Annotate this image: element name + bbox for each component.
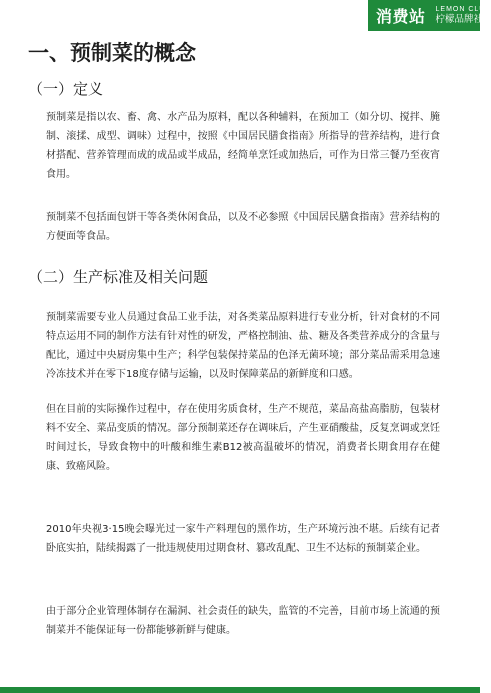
page-title: 一、预制菜的概念 [28, 41, 196, 65]
brand-banner [368, 0, 491, 31]
brand-labels [436, 6, 491, 25]
section-heading-standards: （二）生产标准及相关问题 [28, 268, 209, 286]
brand-english-name: LEMON CLUB [435, 6, 491, 14]
brand-logo-text: 消费站 [376, 7, 426, 26]
paragraph-definition-2: 预制菜不包括面包饼干等各类休闲食品，以及不必参照《中国居民膳食指南》营养结构的方便面等食品。 [46, 212, 440, 242]
paragraph-standards-1: 预制菜需要专业人员通过食品工业手法，对各类菜品原料进行专业分析，针对食材的不同特点运用不同的制作方法有针对性的研发，严格控制油、盐、糖及各类营养成分的含量与配比，通过中央厨房集中生产；科学包装保持菜品的色泽无菌环境；部分菜品需采用急速冷冻技术并在零下18度存储与运输，以及时保障菜品的新鲜度和口感。 [46, 312, 440, 380]
footer-accent-bar [0, 687, 480, 693]
section-heading-definition: （一）定义 [28, 80, 104, 98]
paragraph-standards-4: 由于部分企业管理体制存在漏洞、社会责任的缺失，监管的不完善，目前市场上流通的预制菜并不能保证每一份都能够新鲜与健康。 [46, 606, 440, 636]
paragraph-definition-1: 预制菜是指以农、畜、禽、水产品为原料，配以各种辅料，在预加工（如分切、搅拌、腌制、滚揉、成型、调味）过程中，按照《中国居民膳食指南》所指导的营养结构，进行食材搭配、营养管理而成的成品或半成品，经简单烹饪或加热后，可作为日常三餐乃至夜宵食用。 [46, 112, 440, 180]
paragraph-standards-3: 2010年央视3·15晚会曝光过一家牛产料理包的黑作坊，生产环境污浊不堪。后续有记者卧底实拍，陆续揭露了一批违规使用过期食材、篡改乱配、卫生不达标的预制菜企业。 [46, 524, 440, 554]
paragraph-standards-2: 但在目前的实际操作过程中，存在使用劣质食材，生产不规范，菜品高盐高脂肪，包装材料不安全、菜品变质的情况。部分预制菜还存在调味后，产生亚硝酸盐，反复烹调或烹饪时间过长，导致食物中的叶酸和维生素B12被高温破坏的情况，消费者长期食用存在健康、致癌风险。 [46, 404, 440, 472]
brand-subtitle: 柠檬品牌社 [435, 14, 484, 26]
